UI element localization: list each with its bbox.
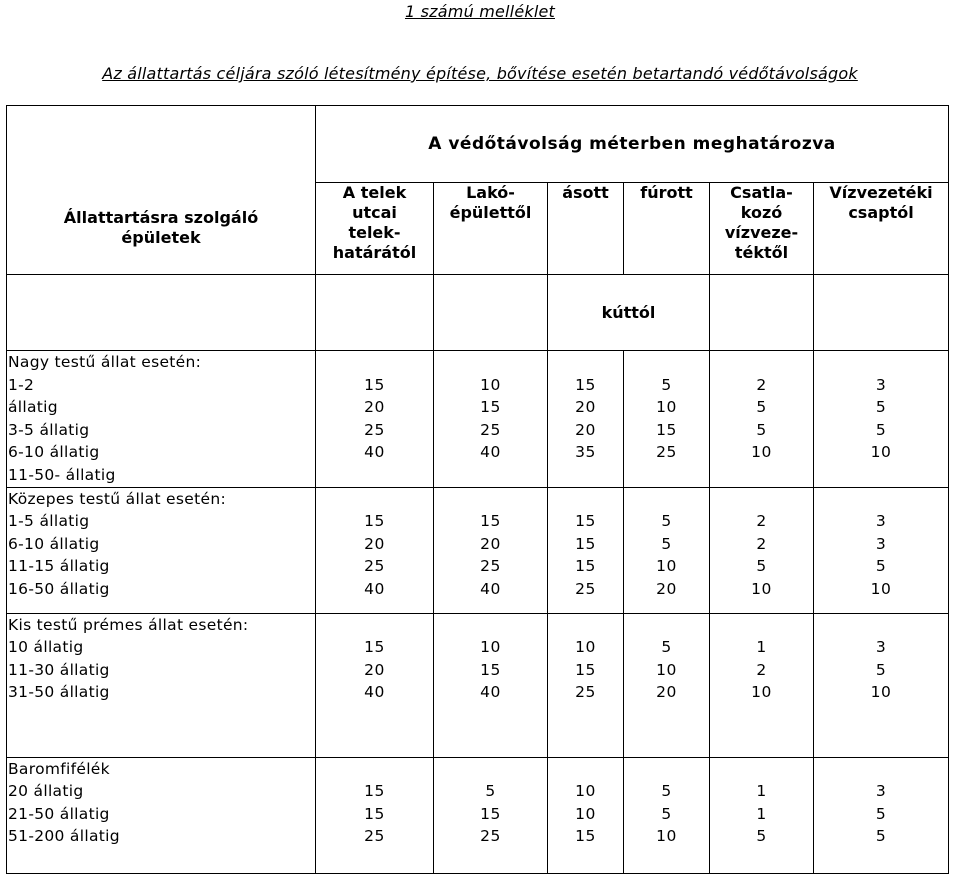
distance-value: 3 <box>875 782 887 801</box>
value-cell <box>710 613 814 757</box>
distance-value: 10 <box>575 782 596 801</box>
value-cell <box>316 757 434 873</box>
distance-value: 1 <box>756 638 767 657</box>
distance-value: 10 <box>656 557 677 576</box>
distance-value: 3 <box>875 375 887 394</box>
group-label-cell <box>7 613 316 757</box>
header-row-wells <box>7 275 949 351</box>
value-cell <box>316 613 434 757</box>
distance-value: 25 <box>575 683 596 702</box>
distance-value: 15 <box>575 660 596 679</box>
row-label: 11-30 állatig <box>8 660 110 679</box>
distance-value: 5 <box>875 804 887 823</box>
distance-value: 2 <box>756 660 767 679</box>
value-cell <box>624 487 710 613</box>
col-header-street-boundary <box>316 183 434 275</box>
header-row-top <box>7 106 949 183</box>
value-cell <box>814 757 949 873</box>
distance-value: 10 <box>575 804 596 823</box>
value-cell <box>710 351 814 488</box>
col-header-water-tap <box>814 183 949 275</box>
col-header-line: téktől <box>734 243 789 262</box>
col-header-drilled-well <box>624 183 710 275</box>
distance-value: 10 <box>751 683 772 702</box>
row-label: 31-50 állatig <box>8 683 110 702</box>
distance-value: 40 <box>364 443 385 462</box>
distance-value: 15 <box>364 638 385 657</box>
value-cell <box>710 487 814 613</box>
group-row <box>7 757 949 873</box>
value-cell <box>548 351 624 488</box>
distance-value: 20 <box>364 534 385 553</box>
table-caption: Az állattartás céljára szóló létesítmény építése, bővítése esetén betartandó védőtávolságok <box>102 64 858 83</box>
distance-value: 1 <box>756 782 767 801</box>
col-header-line: ásott <box>562 183 609 202</box>
distance-value: 15 <box>364 375 385 394</box>
col-header-line: vízveze- <box>724 223 799 242</box>
distance-value: 40 <box>480 683 501 702</box>
value-cell <box>434 613 548 757</box>
group-name: Közepes testű állat esetén: <box>8 489 226 508</box>
distance-value: 10 <box>656 398 677 417</box>
distance-value: 20 <box>480 534 501 553</box>
row-header: Állattartásra szolgáló épületek <box>7 183 316 275</box>
distance-value: 2 <box>756 375 767 394</box>
distance-value <box>316 464 433 487</box>
distance-value: 25 <box>480 827 501 846</box>
distance-value: 25 <box>656 443 677 462</box>
value-cell <box>814 487 949 613</box>
row-label: 51-200 állatig <box>8 827 120 846</box>
empty-cell <box>316 275 434 351</box>
distance-value: 20 <box>364 660 385 679</box>
col-header-line: Csatla- <box>730 183 793 202</box>
row-label: 20 állatig <box>8 782 84 801</box>
distance-value: 15 <box>480 398 501 417</box>
distance-value: 25 <box>480 557 501 576</box>
value-cell <box>434 757 548 873</box>
distance-value: 15 <box>575 827 596 846</box>
distance-value: 25 <box>364 827 385 846</box>
distance-value: 20 <box>364 398 385 417</box>
distance-value: 5 <box>875 420 887 439</box>
distance-value: 25 <box>575 579 596 598</box>
distance-value: 10 <box>751 579 772 598</box>
value-cell <box>548 487 624 613</box>
distance-value: 25 <box>364 557 385 576</box>
distance-value: 15 <box>364 804 385 823</box>
distance-value: 1 <box>756 804 767 823</box>
group-row <box>7 613 949 757</box>
distance-value: 5 <box>661 804 672 823</box>
distance-value: 5 <box>661 638 672 657</box>
distance-value: 40 <box>480 579 501 598</box>
empty-cell <box>710 275 814 351</box>
col-header-water-pipe <box>710 183 814 275</box>
distance-value: 3 <box>875 512 887 531</box>
distance-value: 15 <box>656 420 677 439</box>
col-header-line: csaptól <box>848 203 914 222</box>
distance-value: 15 <box>480 660 501 679</box>
distance-value: 5 <box>875 660 887 679</box>
distance-value: 15 <box>575 375 596 394</box>
row-label: 21-50 állatig <box>8 804 110 823</box>
distance-value: 15 <box>575 557 596 576</box>
distance-value: 25 <box>480 420 501 439</box>
well-group-label: kúttól <box>548 275 710 351</box>
col-header-line: Vízvezetéki <box>829 183 933 202</box>
distance-value: 5 <box>485 782 496 801</box>
distance-value: 5 <box>875 398 887 417</box>
header-row-columns <box>7 183 949 275</box>
span-title: A védőtávolság méterben meghatározva <box>316 106 949 183</box>
distance-value: 40 <box>480 443 501 462</box>
header-empty-cell <box>7 106 316 183</box>
row-label: 6-10 állatig <box>8 443 100 462</box>
distance-value: 20 <box>656 683 677 702</box>
col-header-line: határától <box>332 243 417 262</box>
group-row <box>7 351 949 488</box>
distance-value: 5 <box>756 420 767 439</box>
group-label-cell <box>7 757 316 873</box>
row-label: 11-50- állatig <box>8 465 116 484</box>
empty-cell <box>434 275 548 351</box>
value-cell <box>316 487 434 613</box>
distance-value: 5 <box>756 557 767 576</box>
value-cell <box>624 351 710 488</box>
group-label-cell <box>7 487 316 613</box>
distance-value: 5 <box>875 827 887 846</box>
distance-value: 3 <box>875 534 887 553</box>
value-cell <box>434 351 548 488</box>
distance-value: 20 <box>575 398 596 417</box>
row-label: 16-50 állatig <box>8 579 110 598</box>
row-label: állatig <box>8 398 58 417</box>
distance-value <box>624 464 709 487</box>
group-label-cell <box>7 351 316 488</box>
distance-value: 25 <box>364 420 385 439</box>
col-header-dug-well <box>548 183 624 275</box>
distance-value: 10 <box>656 827 677 846</box>
value-cell <box>434 487 548 613</box>
distance-value: 2 <box>756 534 767 553</box>
value-cell <box>548 613 624 757</box>
col-header-line: Lakó- <box>466 183 515 202</box>
distance-value: 15 <box>575 512 596 531</box>
row-label: 1-5 állatig <box>8 512 90 531</box>
group-name: Baromfifélék <box>8 759 110 778</box>
empty-cell <box>814 275 949 351</box>
distance-value: 5 <box>875 557 887 576</box>
row-label: 3-5 állatig <box>8 420 90 439</box>
distance-value: 5 <box>661 782 672 801</box>
group-name: Nagy testű állat esetén: <box>8 353 202 371</box>
distance-value: 10 <box>870 443 892 462</box>
distance-value <box>434 464 547 487</box>
col-header-line: kozó <box>740 203 783 222</box>
col-header-residential <box>434 183 548 275</box>
value-cell <box>814 351 949 488</box>
value-cell <box>710 757 814 873</box>
distance-value: 5 <box>661 512 672 531</box>
distance-value: 5 <box>756 398 767 417</box>
distance-value: 15 <box>480 804 501 823</box>
distance-value: 35 <box>575 443 596 462</box>
distance-value: 15 <box>364 512 385 531</box>
distance-value: 40 <box>364 579 385 598</box>
distance-value: 15 <box>575 534 596 553</box>
col-header-line: telek- <box>348 223 401 242</box>
row-label: 6-10 állatig <box>8 534 100 553</box>
distance-value: 15 <box>480 512 501 531</box>
distance-value <box>710 464 813 487</box>
distance-value: 10 <box>480 375 501 394</box>
distance-value: 10 <box>656 660 677 679</box>
value-cell <box>548 757 624 873</box>
col-header-line: fúrott <box>640 183 693 202</box>
col-header-line: utcai <box>352 203 397 222</box>
distance-value <box>814 464 948 487</box>
distance-value: 5 <box>661 534 672 553</box>
distance-value: 20 <box>656 579 677 598</box>
distance-value: 3 <box>875 638 887 657</box>
distance-value: 10 <box>751 443 772 462</box>
distance-value: 40 <box>364 683 385 702</box>
annex-title: 1 számú melléklet <box>404 2 555 21</box>
distance-value: 20 <box>575 420 596 439</box>
distance-value: 10 <box>870 579 892 598</box>
row-label: 11-15 állatig <box>8 557 110 576</box>
value-cell <box>814 613 949 757</box>
row-label: 1-2 <box>8 375 35 394</box>
distance-value: 5 <box>756 827 767 846</box>
col-header-line: A telek <box>342 183 407 202</box>
distance-value: 10 <box>480 638 501 657</box>
group-row <box>7 487 949 613</box>
empty-cell <box>7 275 316 351</box>
col-header-line: épülettől <box>449 203 532 222</box>
value-cell <box>624 613 710 757</box>
value-cell <box>316 351 434 488</box>
value-cell <box>624 757 710 873</box>
distance-value: 2 <box>756 512 767 531</box>
group-name: Kis testű prémes állat esetén: <box>8 615 249 634</box>
distance-value <box>548 464 623 487</box>
distance-value: 15 <box>364 782 385 801</box>
distance-value: 5 <box>661 375 672 394</box>
distance-table <box>6 105 949 874</box>
distance-value: 10 <box>870 683 892 702</box>
row-label: 10 állatig <box>8 638 84 657</box>
distance-value: 10 <box>575 638 596 657</box>
